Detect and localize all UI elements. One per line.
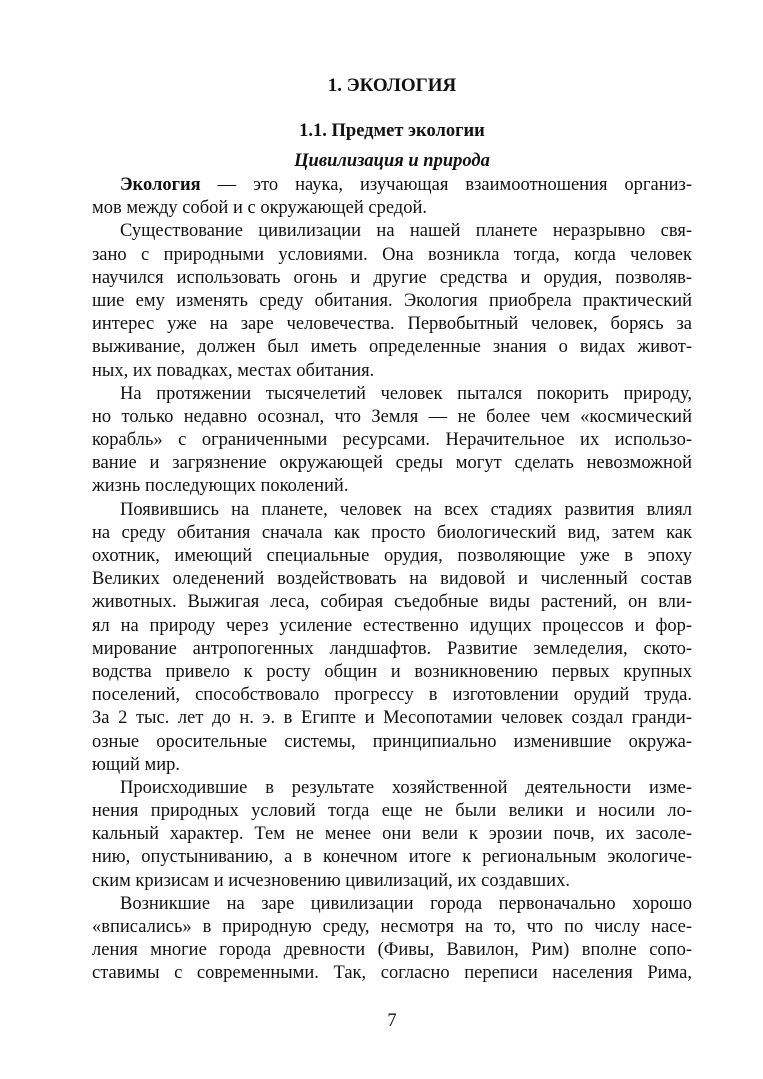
text-line: Происходившие в результате хозяйственной деятельности изме- xyxy=(120,777,692,798)
section-title: 1.1. Предмет экологии xyxy=(299,121,485,141)
text-line: научился использовать огонь и другие средства и орудия, позволяв- xyxy=(92,267,692,288)
paragraph xyxy=(92,777,692,893)
text-line: ления многие города древности (Фивы, Вавилон, Рим) вполне сопо- xyxy=(92,940,692,961)
paragraph xyxy=(92,893,692,986)
text-line: жизнь последующих поколений. xyxy=(92,476,349,497)
text-line: но только недавно осознал, что Земля — не более чем «космический xyxy=(92,406,692,427)
body-text xyxy=(92,174,692,986)
text-line: Существование цивилизации на нашей планете неразрывно свя- xyxy=(120,221,692,242)
text-line: нения природных условий тогда еще не были велики и носили ло- xyxy=(92,801,692,822)
text-line: Великих оледенений воздействовать на видовой и численный состав xyxy=(92,569,692,590)
paragraph xyxy=(92,220,692,382)
text-line: ским кризисам и исчезновению цивилизаций, их создавших. xyxy=(92,870,570,891)
text-line: Возникшие на заре цивилизации города первоначально хорошо xyxy=(120,893,692,914)
paragraph xyxy=(92,499,692,777)
text-line: Появившись на планете, человек на всех стадиях развития влиял xyxy=(120,499,692,520)
document-page xyxy=(92,0,692,1079)
text-line: ставимы с современными. Так, согласно переписи населения Рима, xyxy=(92,963,692,984)
text-line: мов между собой и с окружающей средой. xyxy=(92,198,427,219)
text-line: водства привело к росту общин и возникновению первых крупных xyxy=(92,661,692,682)
text-line: нию, опустыниванию, а в конечном итоге к региональным экологиче- xyxy=(92,847,692,868)
text-line: Экология — это наука, изучающая взаимоотношения организ- xyxy=(120,175,692,195)
text-line: мирование антропогенных ландшафтов. Развитие земледелия, ското- xyxy=(92,638,692,659)
text-line: зано с природными условиями. Она возникла тогда, когда человек xyxy=(92,244,692,265)
subsection-title: Цивилизация и природа xyxy=(294,151,490,171)
text-line: вание и загрязнение окружающей среды могут сделать невозможной xyxy=(92,453,692,474)
text-line: кальный характер. Тем не менее они вели к эрозии почв, их засоле- xyxy=(92,824,692,845)
text-line: корабль» с ограниченными ресурсами. Нерачительное их использо- xyxy=(92,430,692,451)
text-line: интерес уже на заре человечества. Первобытный человек, борясь за xyxy=(92,314,692,335)
chapter-title: 1. ЭКОЛОГИЯ xyxy=(327,75,457,96)
text-line: выживание, должен был иметь определенные знания о видах живот- xyxy=(92,337,692,358)
text-line: поселений, способствовало прогрессу в изготовлении орудий труда. xyxy=(92,685,692,706)
text-line: ял на природу через усиление естественно идущих процессов и фор- xyxy=(92,615,692,636)
text-line: шие ему изменять среду обитания. Экология приобрела практический xyxy=(92,290,692,311)
text-line: «вписались» в природную среду, несмотря на то, что по числу насе- xyxy=(92,917,692,937)
paragraph xyxy=(92,174,692,220)
text-line: на среду обитания сначала как просто биологический вид, затем как xyxy=(92,522,692,543)
text-line: За 2 тыс. лет до н. э. в Египте и Месопотамии человек создал гранди- xyxy=(92,708,692,729)
text-line: озные оросительные системы, принципиально изменившие окружа- xyxy=(92,731,692,752)
term-ecology: Экология xyxy=(120,175,201,195)
text-line: животных. Выжигая леса, собирая съедобные виды растений, он вли- xyxy=(92,592,692,613)
page-number: 7 xyxy=(387,1011,397,1031)
text-line: На протяжении тысячелетий человек пытался покорить природу, xyxy=(120,383,692,404)
text-line: охотник, имеющий специальные орудия, позволяющие уже в эпоху xyxy=(92,546,692,566)
text-line: ных, их повадках, местах обитания. xyxy=(92,360,375,381)
paragraph xyxy=(92,383,692,499)
text-line: ющий мир. xyxy=(92,754,180,775)
